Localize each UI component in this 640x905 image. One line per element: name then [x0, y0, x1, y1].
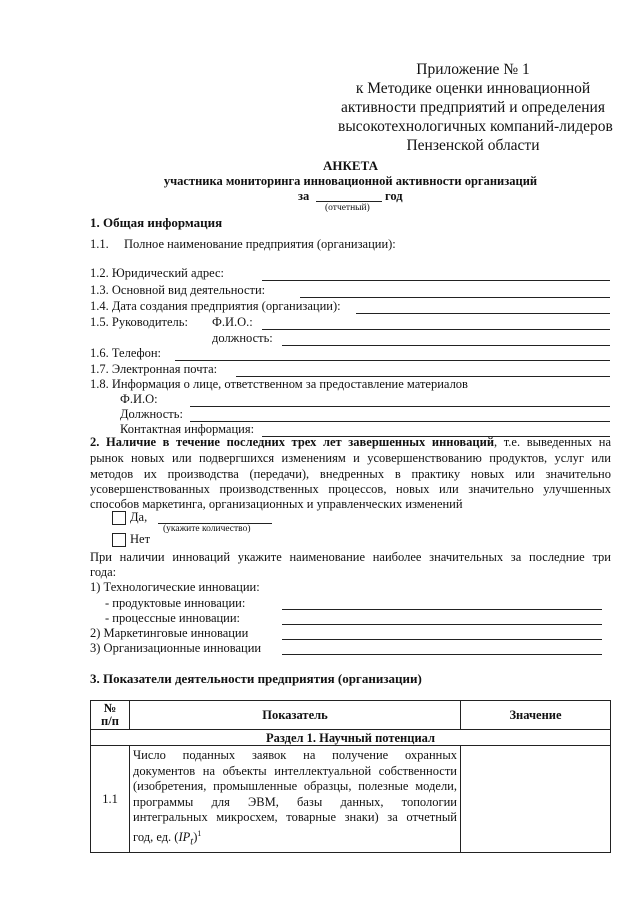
field-1-3-label: 1.3. Основной вид деятельности:	[90, 283, 266, 297]
row-indicator-last-text: год, ед. (	[133, 830, 179, 845]
yes-checkbox[interactable]	[112, 511, 126, 525]
field-1-4-label: 1.4. Дата создания предприятия (организации):	[90, 299, 341, 313]
row-number: 1.1	[91, 746, 130, 853]
field-1-1-number: 1.1.	[90, 237, 109, 251]
row-indicator-line: документов на объекты интеллектуальной собственности	[133, 763, 457, 778]
appendix-block	[338, 60, 613, 155]
field-1-2-input-line[interactable]	[262, 280, 610, 281]
col-indicator-header: Показатель	[130, 701, 461, 730]
formula-symbol: IP	[178, 830, 191, 845]
col-value-header: Значение	[461, 701, 611, 730]
field-1-6-input-line[interactable]	[175, 360, 610, 361]
indicators-table	[90, 700, 611, 853]
row-indicator-line: программы для ЭВМ, базы данных, топологии	[133, 794, 457, 809]
section2-heading-rest: , т.е. выведенных на	[494, 435, 611, 449]
field-1-3-input-line[interactable]	[300, 297, 610, 298]
appendix-title: Приложение № 1	[416, 61, 530, 78]
field-1-5-label: 1.5. Руководитель:	[90, 315, 188, 329]
row-indicator-line: (изобретения, промышленные образцы, полезные модели,	[133, 779, 457, 794]
process-innovations-input-line[interactable]	[282, 624, 602, 625]
footnote-marker: 1	[197, 828, 202, 838]
year-hint: (отчетный)	[325, 203, 370, 213]
section2-paragraph-line: методов их производства (передачи), внедренных в практику новых или значительно	[90, 467, 611, 481]
product-innovations-label: - продуктовые инновации:	[105, 596, 246, 610]
field-1-8-position-label: Должность:	[120, 407, 183, 421]
marketing-innovations-label: 2) Маркетинговые инновации	[90, 626, 249, 640]
marketing-innovations-input-line[interactable]	[282, 639, 602, 640]
section3-heading: 3. Показатели деятельности предприятия (организации)	[90, 671, 422, 686]
field-1-5-fio-label: Ф.И.О.:	[212, 315, 253, 329]
appendix-line: активности предприятий и определения	[341, 99, 605, 116]
tech-innovations-label: 1) Технологические инновации:	[90, 580, 260, 594]
instruction-line: года:	[90, 565, 117, 579]
row-value-cell[interactable]	[461, 746, 611, 853]
field-1-8-contact-label: Контактная информация:	[120, 422, 255, 436]
formula-subscript: t	[190, 836, 194, 848]
section2-paragraph-line	[90, 435, 611, 450]
form-title: АНКЕТА	[322, 158, 378, 173]
field-1-8-fio-label: Ф.И.О:	[120, 392, 158, 406]
process-innovations-label: - процессные инновации:	[105, 611, 241, 625]
col-num-header	[91, 701, 130, 730]
no-checkbox[interactable]	[112, 533, 126, 547]
yes-label: Да,	[130, 510, 148, 524]
section2-paragraph-line: усовершенствованных производственных процессов, новых или значительно улучшенных	[90, 482, 611, 496]
field-1-6-label: 1.6. Телефон:	[90, 346, 162, 360]
row-indicator	[130, 746, 461, 853]
section1-heading: 1. Общая информация	[90, 215, 223, 230]
table-section-row	[91, 730, 611, 746]
org-innovations-input-line[interactable]	[282, 654, 602, 655]
table-row	[91, 746, 611, 853]
appendix-line: Пензенской области	[406, 137, 540, 154]
field-1-4-input-line[interactable]	[356, 313, 610, 314]
instruction-line: При наличии инноваций укажите наименование наиболее значительных за последние три	[90, 550, 611, 564]
section2-paragraph-line: способов маркетинга, организационных и управленческих изменений	[90, 497, 463, 511]
field-1-5-position-label: должность:	[212, 331, 273, 345]
col-num-header-line: п/п	[101, 714, 119, 728]
field-1-7-label: 1.7. Электронная почта:	[90, 362, 218, 376]
field-1-2-label: 1.2. Юридический адрес:	[90, 266, 225, 280]
product-innovations-input-line[interactable]	[282, 609, 602, 610]
field-1-5-fio-input-line[interactable]	[262, 329, 610, 330]
row-indicator-line: Число поданных заявок на получение охранных	[133, 748, 457, 762]
col-num-header-line: №	[103, 701, 117, 715]
section2-paragraph-line: рынок новых или подвергшихся изменениям и усовершенствованию продуктов, услуг или	[90, 451, 611, 465]
table-header-row	[91, 701, 611, 730]
yes-count-hint: (укажите количество)	[163, 524, 251, 534]
year-prefix: за	[298, 189, 310, 203]
year-suffix: год	[385, 189, 403, 203]
org-innovations-label: 3) Организационные инновации	[90, 641, 262, 655]
field-1-8-label: 1.8. Информация о лице, ответственном за предоставление материалов	[90, 377, 468, 391]
field-1-8-fio-input-line[interactable]	[190, 406, 610, 407]
no-label: Нет	[130, 532, 151, 546]
row-indicator-line: интегральных микросхем, товарные знаки) за отчетный	[133, 810, 457, 825]
appendix-line: к Методике оценки инновационной	[355, 80, 591, 97]
section2-heading: 2. Наличие в течение последних трех лет завершенных инноваций	[90, 435, 495, 449]
table-section-title: Раздел 1. Научный потенциал	[91, 730, 611, 746]
field-1-1-label: Полное наименование предприятия (организации):	[124, 237, 396, 251]
formula-close: )	[193, 830, 198, 845]
field-1-5-position-input-line[interactable]	[282, 345, 610, 346]
form-subtitle: участника мониторинга инновационной активности организаций	[163, 174, 538, 188]
row-indicator-line	[133, 826, 457, 850]
appendix-line: высокотехнологичных компаний-лидеров	[338, 118, 613, 135]
year-input-line[interactable]	[316, 201, 382, 202]
